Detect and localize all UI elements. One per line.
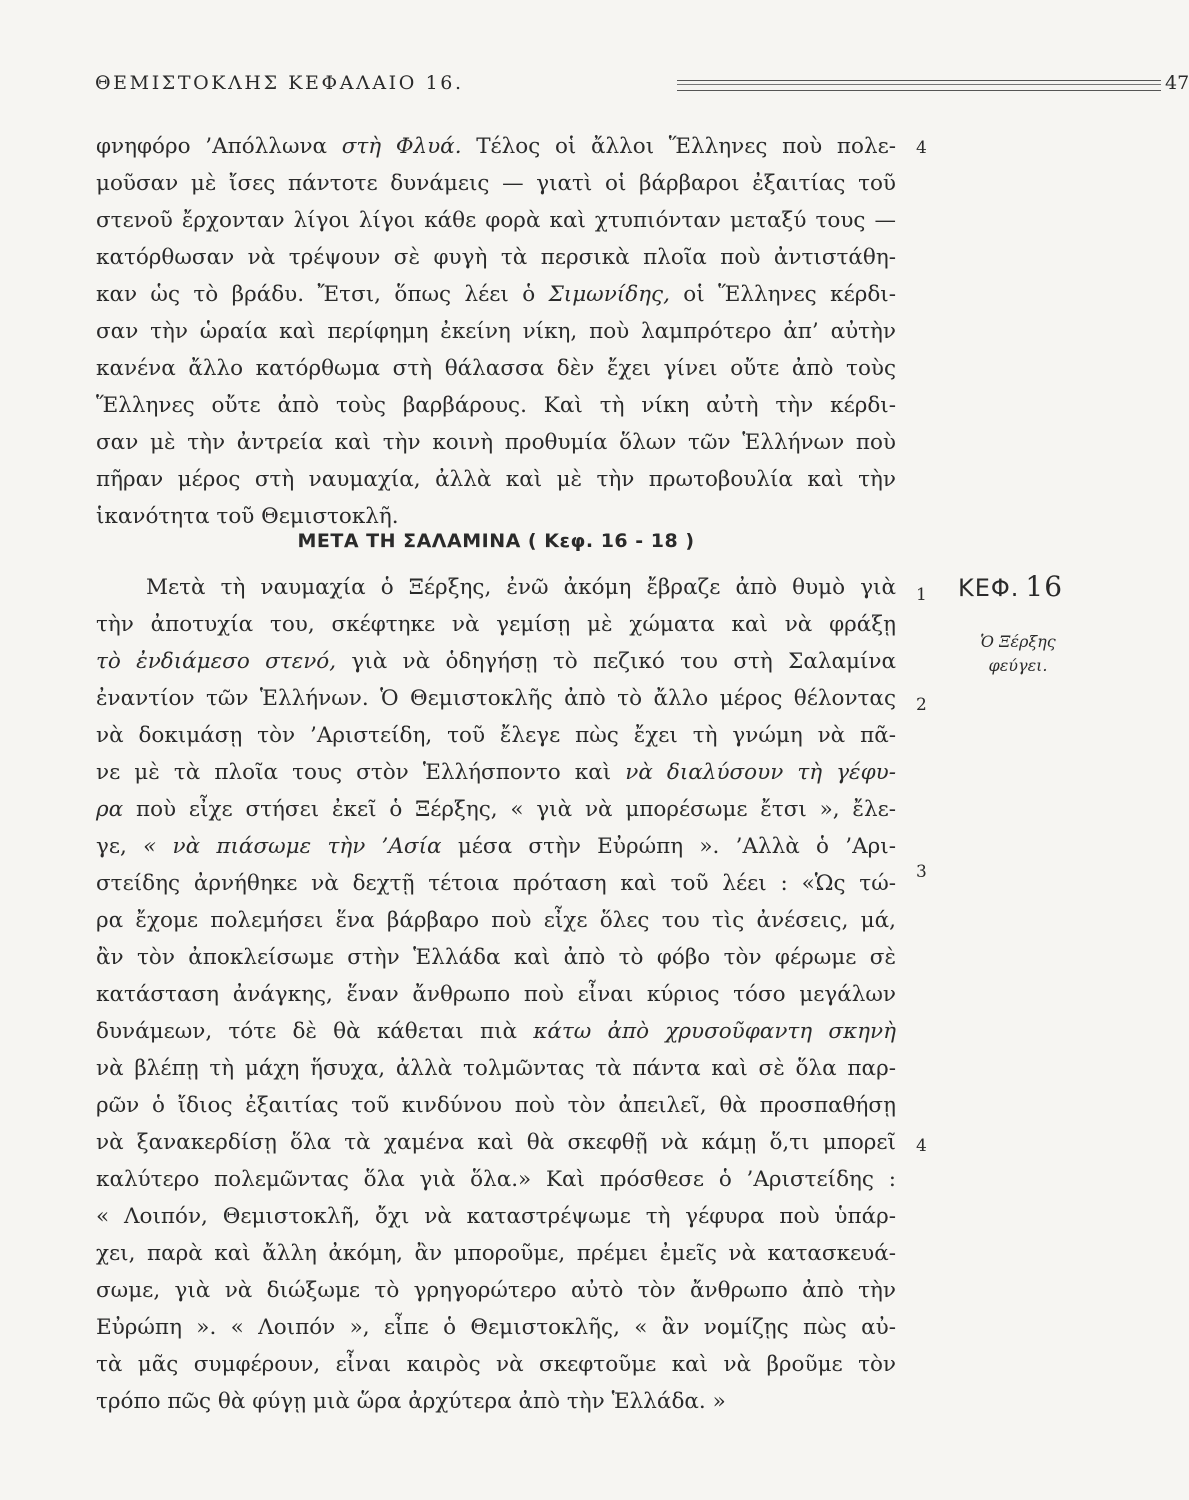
text-line (96, 165, 896, 202)
page-number: 47 (1165, 72, 1189, 94)
paragraph-2 (96, 569, 896, 1420)
text-line (96, 606, 896, 643)
text-line (96, 1013, 896, 1050)
text-line (96, 128, 896, 165)
italic-text: στὴ Φλυά. (341, 134, 462, 159)
chapter-label: ΚΕΦ. (958, 574, 1020, 602)
text-line (96, 643, 896, 680)
text-segment: στενοῦ ἔρχονταν λίγοι λίγοι κάθε φορὰ καὶ χτυπιόνταν μεταξύ τους — (96, 208, 896, 233)
text-line (96, 939, 896, 976)
text-line (96, 1198, 896, 1235)
text-segment: νε μὲ τὰ πλοῖα τους στὸν Ἑλλήσποντο καὶ (96, 760, 626, 785)
text-segment: νὰ δοκιμάσῃ τὸν ’Αριστείδη, τοῦ ἔλεγε πὼς ἔχει τὴ γνώμη νὰ πᾶ- (96, 723, 896, 748)
text-line (96, 1161, 896, 1198)
italic-text: ρα (96, 797, 124, 822)
text-segment: καν ὡς τὸ βράδυ. Ἔτσι, ὅπως λέει ὁ (96, 282, 549, 307)
header-rule (677, 80, 1161, 91)
text-line (96, 461, 896, 498)
margin-chapter-label (958, 570, 1063, 603)
margin-paragraph-number: 4 (916, 1136, 927, 1156)
text-line (96, 717, 896, 754)
header-title: ΘΕΜΙΣΤΟΚΛΗΣ ΚΕΦΑΛΑΙΟ 16. (95, 72, 464, 94)
italic-text: « νὰ πιάσωμε τὴν ’Ασία (143, 834, 442, 859)
text-segment: τὴν ἀποτυχία του, σκέφτηκε νὰ γεμίσῃ μὲ χώματα καὶ νὰ φράξῃ (96, 612, 896, 637)
text-segment: οἱ Ἕλληνες κέρδι- (669, 282, 896, 307)
italic-text: τὸ ἐνδιάμεσο στενό, (96, 649, 337, 674)
text-segment: ἐναντίον τῶν Ἑλλήνων. Ὁ Θεμιστοκλῆς ἀπὸ τὸ ἄλλο μέρος θέλοντας (96, 686, 896, 711)
text-line (96, 1050, 896, 1087)
text-segment: « Λοιπόν, Θεμιστοκλῆ, ὄχι νὰ καταστρέψωμε τὴ γέφυρα ποὺ ὑπάρ- (96, 1204, 896, 1229)
text-segment: ρῶν ὁ ἴδιος ἐξαιτίας τοῦ κινδύνου ποὺ τὸν ἀπειλεῖ, θὰ προσπαθήσῃ (96, 1093, 896, 1118)
text-line (96, 387, 896, 424)
text-line (96, 902, 896, 939)
text-line (96, 976, 896, 1013)
text-line (96, 424, 896, 461)
text-segment: δυνάμεων, τότε δὲ θὰ κάθεται πιὰ (96, 1019, 534, 1044)
text-segment: γιὰ νὰ ὁδηγήσῃ τὸ πεζικό του στὴ Σαλαμίνα (336, 649, 896, 674)
text-line (96, 1383, 896, 1420)
text-segment: Εὐρώπη ». « Λοιπόν », εἶπε ὁ Θεμιστοκλῆς, « ἂν νομίζῃς πὼς αὐ- (96, 1315, 896, 1340)
text-segment: καλύτερο πολεμῶντας ὅλα γιὰ ὅλα.» Καὶ πρόσθεσε ὁ ’Αριστείδης : (96, 1167, 896, 1192)
section-heading: ΜΕΤΑ ΤΗ ΣΑΛΑΜΙΝΑ ( Κεφ. 16 - 18 ) (297, 530, 695, 552)
italic-text: νὰ διαλύσουν τὴ γέφυ- (625, 760, 896, 785)
text-segment: νὰ βλέπῃ τὴ μάχη ἥσυχα, ἀλλὰ τολμῶντας τὰ πάντα καὶ σὲ ὅλα παρ- (96, 1056, 896, 1081)
text-segment: ἂν τὸν ἀποκλείσωμε στὴν Ἑλλάδα καὶ ἀπὸ τὸ φόβο τὸν φέρωμε σὲ (96, 945, 896, 970)
text-line (96, 276, 896, 313)
text-line (96, 313, 896, 350)
italic-text: κάτω ἀπὸ χρυσοῦφαντη σκηνὴ (533, 1019, 897, 1044)
text-segment: τὰ μᾶς συμφέρουν, εἶναι καιρὸς νὰ σκεφτοῦμε καὶ νὰ βροῦμε τὸν (96, 1352, 896, 1377)
text-line (96, 569, 896, 606)
text-segment: κατάσταση ἀνάγκης, ἕναν ἄνθρωπο ποὺ εἶναι κύριος τόσο μεγάλων (96, 982, 896, 1007)
text-segment: κατόρθωσαν νὰ τρέψουν σὲ φυγὴ τὰ περσικὰ πλοῖα ποὺ ἀντιστάθη- (96, 245, 896, 270)
text-line (96, 1309, 896, 1346)
text-segment: μοῦσαν μὲ ἴσες πάντοτε δυνάμεις — γιατὶ οἱ βάρβαροι ἐξαιτίας τοῦ (96, 171, 896, 196)
chapter-number: 16 (1025, 570, 1064, 603)
text-segment: ἱκανότητα τοῦ Θεμιστοκλῆ. (96, 504, 399, 529)
text-segment: πῆραν μέρος στὴ ναυμαχία, ἀλλὰ καὶ μὲ τὴν πρωτοβουλία καὶ τὴν (96, 467, 896, 492)
text-line (96, 865, 896, 902)
text-line (96, 202, 896, 239)
margin-paragraph-number: 4 (916, 138, 927, 158)
text-segment: στείδης ἀρνήθηκε νὰ δεχτῇ τέτοια πρόταση καὶ τοῦ λέει : «Ὡς τώ- (96, 871, 896, 896)
margin-note: Ὁ Ξέρξης φεύγει. (980, 632, 1056, 675)
text-segment: γε, (96, 834, 144, 859)
text-line (96, 791, 896, 828)
text-segment: ποὺ εἶχε στήσει ἐκεῖ ὁ Ξέρξης, « γιὰ νὰ μπορέσωμε ἔτσι », ἔλε- (123, 797, 896, 822)
text-segment: σαν μὲ τὴν ἀντρεία καὶ τὴν κοινὴ προθυμία ὅλων τῶν Ἑλλήνων ποὺ (96, 430, 896, 455)
text-segment: τρόπο πῶς θὰ φύγῃ μιὰ ὥρα ἀρχύτερα ἀπὸ τὴν Ἑλλάδα. » (96, 1389, 726, 1414)
text-line (96, 350, 896, 387)
text-segment: Ἕλληνες οὔτε ἀπὸ τοὺς βαρβάρους. Καὶ τὴ νίκη αὐτὴ τὴν κέρδι- (96, 393, 896, 418)
text-segment: Τέλος οἱ ἄλλοι Ἕλληνες ποὺ πολε- (461, 134, 896, 159)
running-header (95, 72, 1189, 102)
text-segment: χει, παρὰ καὶ ἄλλη ἀκόμη, ἂν μποροῦμε, πρέμει ἐμεῖς νὰ κατασκευά- (96, 1241, 896, 1266)
text-segment: ρα ἔχομε πολεμήσει ἕνα βάρβαρο ποὺ εἶχε ὅλες του τὶς ἀνέσεις, μά, (96, 908, 896, 933)
text-segment: φνηφόρο ’Απόλλωνα (96, 134, 342, 159)
text-line (96, 1272, 896, 1309)
italic-text: Σιμωνίδης, (548, 282, 670, 307)
text-line (96, 754, 896, 791)
text-line (96, 828, 896, 865)
text-line (96, 1087, 896, 1124)
text-line (96, 1235, 896, 1272)
margin-paragraph-number: 2 (916, 695, 927, 715)
text-line (96, 1346, 896, 1383)
text-line (96, 680, 896, 717)
paragraph-1 (96, 128, 896, 535)
margin-paragraph-number: 3 (916, 862, 927, 882)
text-segment: σαν τὴν ὡραία καὶ περίφημη ἐκείνη νίκη, ποὺ λαμπρότερο ἀπ’ αὐτὴν (96, 319, 896, 344)
text-line (96, 239, 896, 276)
text-segment: μέσα στὴν Εὐρώπη ». ’Αλλὰ ὁ ’Αρι- (441, 834, 896, 859)
text-line (96, 1124, 896, 1161)
text-segment: σωμε, γιὰ νὰ διώξωμε τὸ γρηγορώτερο αὐτὸ τὸν ἄνθρωπο ἀπὸ τὴν (96, 1278, 896, 1303)
margin-paragraph-number: 1 (916, 585, 927, 605)
text-segment: Μετὰ τὴ ναυμαχία ὁ Ξέρξης, ἐνῶ ἀκόμη ἔβραζε ἀπὸ θυμὸ γιὰ (146, 575, 896, 600)
text-segment: νὰ ξανακερδίσῃ ὅλα τὰ χαμένα καὶ θὰ σκεφθῇ νὰ κάμῃ ὅ,τι μπορεῖ (96, 1130, 896, 1155)
text-segment: κανένα ἄλλο κατόρθωμα στὴ θάλασσα δὲν ἔχει γίνει οὔτε ἀπὸ τοὺς (96, 356, 896, 381)
